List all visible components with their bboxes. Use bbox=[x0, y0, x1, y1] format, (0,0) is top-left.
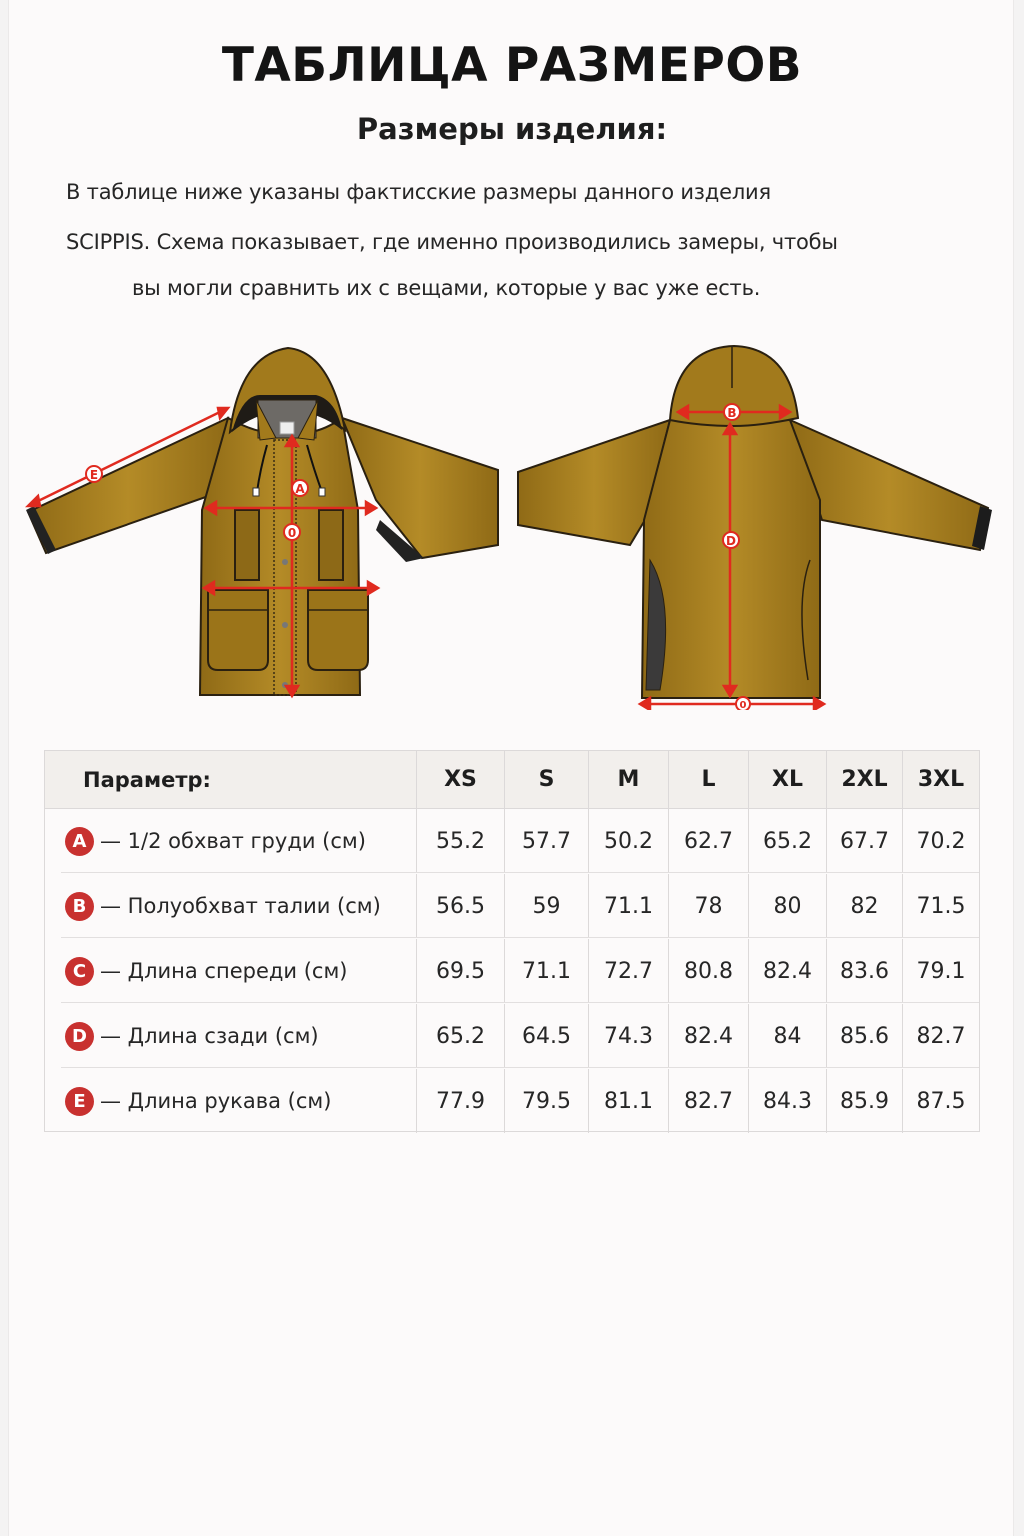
svg-text:D: D bbox=[726, 534, 736, 548]
value-cell: 72.7 bbox=[588, 939, 668, 1003]
svg-text:A: A bbox=[295, 482, 305, 496]
header-param: Параметр: bbox=[83, 767, 211, 792]
value-cell: 55.2 bbox=[416, 809, 504, 873]
value-cell: 87.5 bbox=[902, 1069, 979, 1133]
value-cell: 74.3 bbox=[588, 1004, 668, 1068]
value-cell: 64.5 bbox=[504, 1004, 588, 1068]
badge-e: E bbox=[65, 1087, 94, 1116]
table-header-row bbox=[45, 751, 979, 809]
badge-a: A bbox=[65, 827, 94, 856]
value-cell: 78 bbox=[668, 874, 748, 938]
value-cell: 56.5 bbox=[416, 874, 504, 938]
param-label: — Длина рукава (см) bbox=[100, 1089, 332, 1113]
value-cell: 50.2 bbox=[588, 809, 668, 873]
value-cell: 71.5 bbox=[902, 874, 979, 938]
value-cell: 71.1 bbox=[504, 939, 588, 1003]
svg-text:0: 0 bbox=[287, 526, 297, 540]
value-cell: 84.3 bbox=[748, 1069, 826, 1133]
value-cell: 82.4 bbox=[668, 1004, 748, 1068]
value-cell: 82.7 bbox=[668, 1069, 748, 1133]
header-size-s: S bbox=[504, 751, 588, 808]
badge-b: B bbox=[65, 892, 94, 921]
value-cell: 77.9 bbox=[416, 1069, 504, 1133]
value-cell: 67.7 bbox=[826, 809, 902, 873]
marker-c bbox=[284, 524, 300, 540]
param-label: — Длина спереди (см) bbox=[100, 959, 348, 983]
param-label: — Полуобхват талии (см) bbox=[100, 894, 381, 918]
value-cell: 65.2 bbox=[748, 809, 826, 873]
value-cell: 82 bbox=[826, 874, 902, 938]
value-cell: 81.1 bbox=[588, 1069, 668, 1133]
page-subtitle: Размеры изделия: bbox=[356, 112, 668, 146]
table-row bbox=[45, 1004, 979, 1068]
value-cell: 62.7 bbox=[668, 809, 748, 873]
table-row bbox=[45, 874, 979, 938]
page-title: ТАБЛИЦА РАЗМЕРОВ bbox=[221, 38, 803, 93]
value-cell: 69.5 bbox=[416, 939, 504, 1003]
header-size-2xl: 2XL bbox=[826, 751, 902, 808]
description-line-1: В таблице ниже указаны фактисские размеры данного изделия bbox=[66, 180, 771, 204]
badge-d: D bbox=[65, 1022, 94, 1051]
header-size-m: M bbox=[588, 751, 668, 808]
jacket-back-diagram bbox=[510, 340, 1000, 710]
header-size-3xl: 3XL bbox=[902, 751, 979, 808]
row-divider bbox=[61, 872, 979, 873]
marker-hem bbox=[736, 697, 750, 710]
param-cell bbox=[45, 1069, 416, 1133]
svg-text:E: E bbox=[89, 468, 99, 482]
value-cell: 80.8 bbox=[668, 939, 748, 1003]
param-cell bbox=[45, 874, 416, 938]
table-row bbox=[45, 939, 979, 1003]
param-label: — Длина сзади (см) bbox=[100, 1024, 319, 1048]
table-row bbox=[45, 809, 979, 873]
row-divider bbox=[61, 1067, 979, 1068]
size-table bbox=[44, 750, 980, 1132]
header-size-xl: XL bbox=[748, 751, 826, 808]
header-size-xs: XS bbox=[416, 751, 504, 808]
value-cell: 85.9 bbox=[826, 1069, 902, 1133]
marker-d bbox=[723, 532, 739, 548]
description-line-2: SCIPPIS. Схема показывает, где именно производились замеры, чтобы bbox=[66, 230, 838, 254]
value-cell: 82.4 bbox=[748, 939, 826, 1003]
value-cell: 79.1 bbox=[902, 939, 979, 1003]
value-cell: 57.7 bbox=[504, 809, 588, 873]
param-cell bbox=[45, 809, 416, 873]
marker-a bbox=[292, 480, 308, 496]
header-size-l: L bbox=[668, 751, 748, 808]
value-cell: 84 bbox=[748, 1004, 826, 1068]
value-cell: 65.2 bbox=[416, 1004, 504, 1068]
value-cell: 83.6 bbox=[826, 939, 902, 1003]
value-cell: 79.5 bbox=[504, 1069, 588, 1133]
row-divider bbox=[61, 1002, 979, 1003]
row-divider bbox=[61, 937, 979, 938]
value-cell: 71.1 bbox=[588, 874, 668, 938]
param-cell bbox=[45, 939, 416, 1003]
param-cell bbox=[45, 1004, 416, 1068]
marker-b bbox=[724, 404, 740, 420]
jacket-front-diagram bbox=[20, 340, 510, 710]
svg-text:0: 0 bbox=[739, 700, 747, 710]
table-row bbox=[45, 1069, 979, 1133]
marker-e bbox=[86, 466, 102, 482]
value-cell: 85.6 bbox=[826, 1004, 902, 1068]
value-cell: 59 bbox=[504, 874, 588, 938]
svg-text:B: B bbox=[727, 406, 737, 420]
value-cell: 80 bbox=[748, 874, 826, 938]
param-label: — 1/2 обхват груди (см) bbox=[100, 829, 366, 853]
value-cell: 70.2 bbox=[902, 809, 979, 873]
badge-c: C bbox=[65, 957, 94, 986]
value-cell: 82.7 bbox=[902, 1004, 979, 1068]
description-line-3: вы могли сравнить их с вещами, которые у вас уже есть. bbox=[132, 276, 761, 300]
